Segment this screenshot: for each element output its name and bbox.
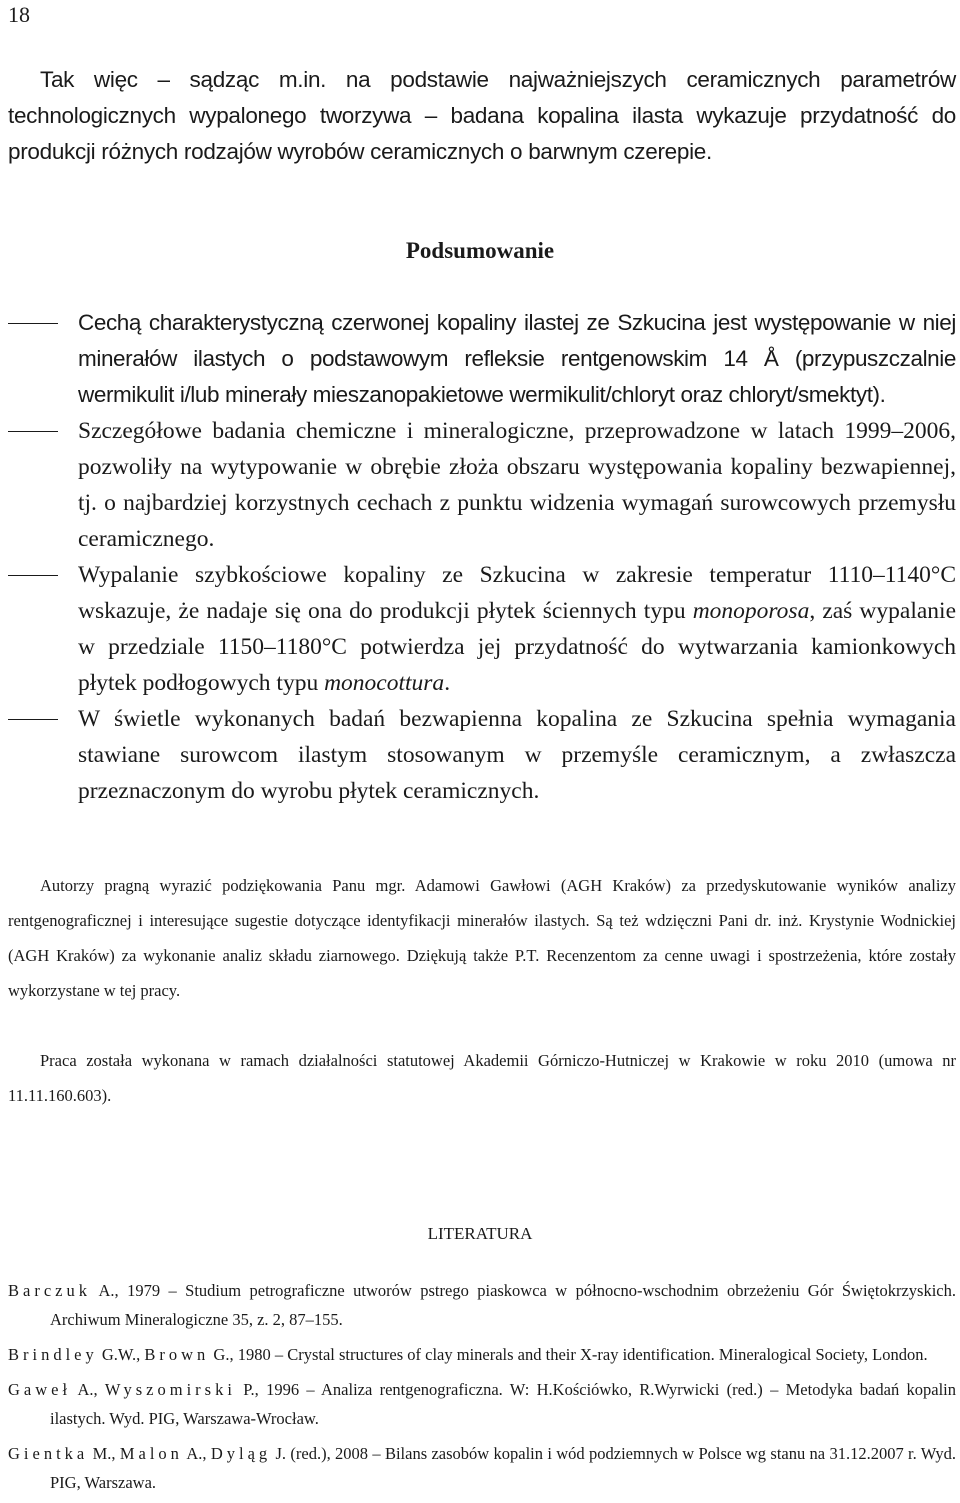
literature-title: LITERATURA xyxy=(427,1224,533,1243)
italic-term: monoporosa xyxy=(692,598,810,624)
reference-details: (red.), 2008 – Bilans zasobów kopalin i wód podziemnych w Polsce wg stanu na 31.12.2007 r. Wyd. PIG, Warszawa. xyxy=(50,1444,956,1492)
reference-item xyxy=(8,1439,956,1497)
dash-bullet xyxy=(8,431,58,432)
reference-initials: A., xyxy=(71,1380,105,1399)
summary-item-text: , zaś wypalanie w przedziale 1150–1180°C potwierdza jej przydatność do wytwarzania kamionkowych płytek podłogowych typu xyxy=(78,598,957,696)
summary-list xyxy=(8,305,956,809)
intro-paragraph: Tak więc – sądząc m.in. na podstawie najważniejszych ceramicznych parametrów technologicznych wypalonego tworzywa – badana kopalina ilasta wykazuje przydatność do produkcji różnych rodzajów wyrobów ceramicznych o barwnym czerepie. xyxy=(8,67,956,164)
reference-author: Brindley xyxy=(8,1345,98,1364)
summary-item xyxy=(8,557,956,701)
reference-list xyxy=(8,1276,956,1503)
summary-item-text: Szczegółowe badania chemiczne i mineralogiczne, przeprowadzone w latach 1999–2006, pozwoliły na wytypowanie w obrębie złoża obszaru występowania kopaliny bezwapiennej, tj. o najbardziej korzystnych cechach z punktu widzenia wymagań surowcowych przemysłu ceramicznego. xyxy=(78,418,956,552)
summary-item-text: . xyxy=(444,670,451,696)
summary-item-text: Wypalanie szybkościowe kopaliny ze Szkucina w zakresie temperatur 1110–1140°C wskazuje, że nadaje się ona do produkcji płytek ściennych typu xyxy=(78,562,956,624)
reference-author: Gaweł xyxy=(8,1380,72,1399)
reference-author: Barczuk xyxy=(8,1281,91,1300)
reference-author: Gientka xyxy=(8,1444,89,1463)
summary-item xyxy=(8,413,956,557)
funding-note: Praca została wykonana w ramach działalności statutowej Akademii Górniczo-Hutniczej w Krakowie w roku 2010 (umowa nr 11.11.160.603). xyxy=(8,1051,956,1105)
reference-item xyxy=(8,1276,956,1334)
reference-details: , 1996 – Analiza rentgenograficzna. W: H.Kościówko, R.Wyrwicki (red.) – Metodyka badań kopalin ilastych. Wyd. PIG, Warszawa-Wrocław. xyxy=(50,1380,956,1428)
reference-details: , 1979 – Studium petrograficzne utworów pstrego piaskowca w północno-wschodnim obrzeżeniu Gór Świętokrzyskich. Archiwum Mineralogiczne 35, z. 2, 87–155. xyxy=(50,1281,956,1329)
reference-initials: A. xyxy=(90,1281,115,1300)
dash-bullet xyxy=(8,575,58,576)
reference-initials: G.W., xyxy=(97,1345,145,1364)
reference-initials: J. xyxy=(271,1444,287,1463)
reference-item xyxy=(8,1340,956,1369)
summary-item-text: Cechą charakterystyczną czerwonej kopaliny ilastej ze Szkucina jest występowanie w niej minerałów ilastych o podstawowym refleksie rentgenowskim 14 Å (przypuszczalnie wermikulit i/lub minerały mieszanopakietowe wermikulit/chloryt oraz chloryt/smektyt). xyxy=(78,310,956,407)
reference-details: , 1980 – Crystal structures of clay minerals and their X-ray identification. Mineralogical Society, London. xyxy=(229,1345,928,1364)
summary-item-text: W świetle wykonanych badań bezwapienna kopalina ze Szkucina spełnia wymagania stawiane surowcom ilastym stosowanym w przemyśle ceramicznym, a zwłaszcza przeznaczonym do wyrobu płytek ceramicznych. xyxy=(78,706,956,804)
reference-initials: P. xyxy=(235,1380,255,1399)
dash-bullet xyxy=(8,719,58,720)
reference-initials: A., xyxy=(182,1444,211,1463)
summary-item xyxy=(8,305,956,413)
italic-term: monocottura xyxy=(324,670,445,696)
summary-item xyxy=(8,701,956,809)
dash-bullet xyxy=(8,323,58,324)
reference-author: Malon xyxy=(119,1444,183,1463)
section-title-summary: Podsumowanie xyxy=(405,238,555,263)
reference-item xyxy=(8,1375,956,1433)
page-number: 18 xyxy=(8,2,30,27)
reference-author: Wyszomirski xyxy=(104,1380,236,1399)
reference-author: Brown xyxy=(144,1345,210,1364)
acknowledgements: Autorzy pragną wyrazić podziękowania Panu mgr. Adamowi Gawłowi (AGH Kraków) za przedyskutowanie wyników analizy rentgenograficznej i interesujące sugestie dotyczące identyfikacji minerałów ilastych. Są też wdzięczni Pani dr. inż. Krystynie Wodnickiej (AGH Kraków) za wykonanie analiz składu ziarnowego. Dziękują także P.T. Recenzentom za cenne uwagi i spostrzeżenia, które zostały wykorzystane w tej pracy. xyxy=(8,876,956,1000)
reference-initials: M., xyxy=(88,1444,120,1463)
reference-initials: G. xyxy=(209,1345,230,1364)
reference-author: Dyląg xyxy=(210,1444,272,1463)
